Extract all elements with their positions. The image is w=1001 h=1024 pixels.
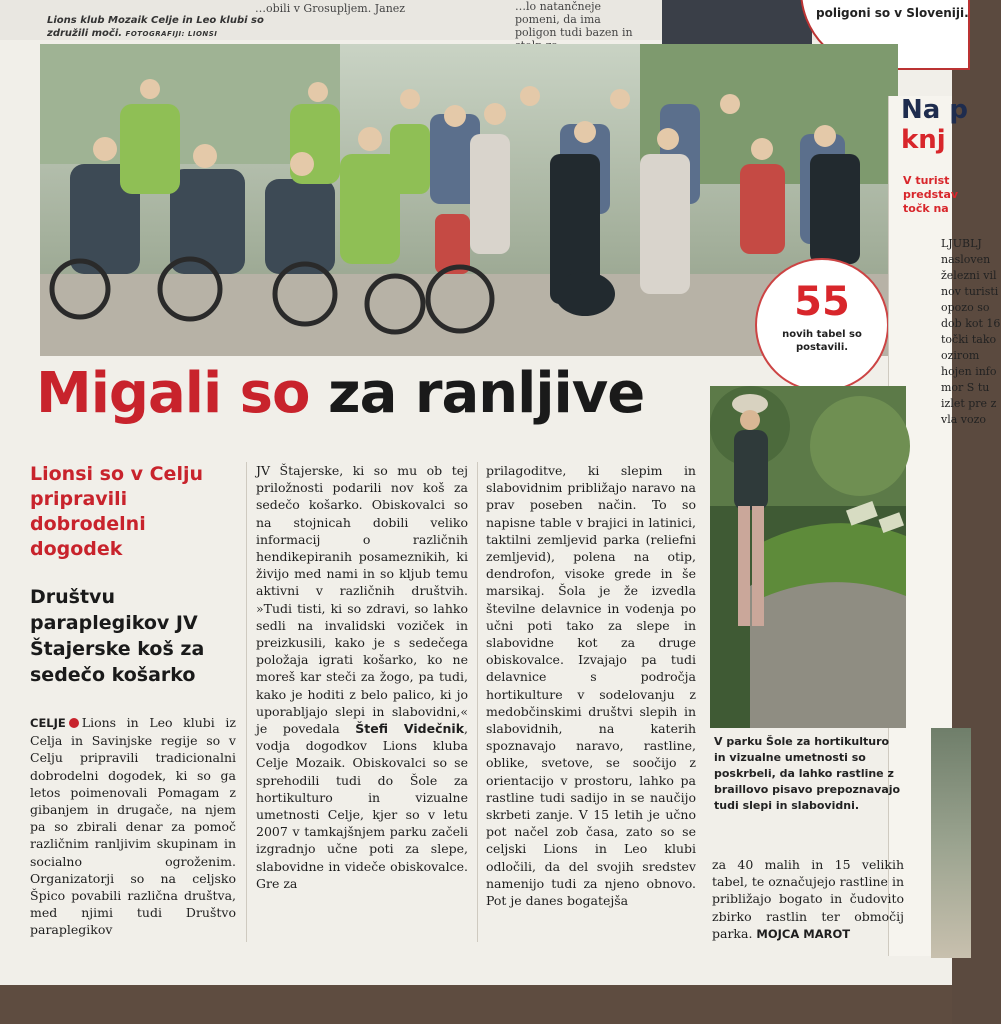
quoted-person-name: Štefi Videčnik [355,721,465,737]
column-2-text-a: JV Štajerske, ki so mu ob tej priložnosti podarili nov koš za sedečo košarko. Obiskovalci so na stojnicah dobili veliko informacij o različnih hendikepiranih posameznikih, ki živijo med nami in so kljub temu aktivni v različnih društvih. »Tudi tisti, ki so zdravi, so lahko sedli na invalidski voziček in preizkusili, kako je s sedečega položaja igrati košarko, ko ne moreš kar steči za žogo, pa tudi, kako je hoditi z belo palico, ki jo uporabljajo slepi in slabovidni,« je povedala [256,463,468,737]
article-headline [36,362,644,426]
stat-badge-number: 55 [794,279,850,325]
adjacent-article-subtitle: V turist predstav točk na [903,174,959,215]
garden-photo [710,386,906,728]
article-subheadline-black: Društvu paraplegikov JV Štajerske koš za sedečo košarko [30,586,205,686]
headline-red-part: Migali so [36,361,310,426]
stat-badge-label: novih tabel so postavili. [782,329,862,353]
previous-badge-text: poligoni so v Sloveniji. [816,6,969,20]
garden-photo-illustration [710,386,906,728]
article-author: MOJCA MAROT [756,926,851,941]
column-2-text-b: , vodja dogodkov Lions kluba Celje Mozaik. Obiskovalci so se sprehodili tudi do Šole za hortikulturo in vizualne umetnosti Celje, kjer so v letu 2007 v tamkajšnjem parku začeli izgradnjo učne poti za slepe, slabovidne in videče obiskovalce. Gre za [256,721,468,891]
previous-article-text-2: …lo natančneje pomeni, da ima poligon tudi bazen in [515,0,633,39]
stat-badge [755,258,889,392]
adjacent-article-photo [931,728,971,958]
adjacent-article-title-2: knj [901,125,946,155]
previous-article-text: …obili v Grosupljem. Janez [255,2,406,15]
article-column-2 [256,462,468,892]
photo-credit: FOTOGRAFIJI: LIONSI [125,30,218,38]
garden-photo-caption: V parku Šole za hortikulturo in vizualne umetnosti so poskrbeli, da lahko rastline z braillovo pisavo prepoznavajo tudi slepi in slabovidni. [714,735,901,812]
article-subheadline-red: Lionsi so v Celju pripravili dobrodelni dogodek [30,463,203,560]
dateline-bullet-icon [69,718,79,728]
article-dateline: CELJE [30,716,66,730]
article-column-3 [486,462,696,909]
column-4-text: za 40 malih in 15 velikih tabel, te označujejo rastline in približajo bogato in čudovito zbirko rastlin ter območij parka. [712,857,904,941]
table-background [0,985,952,1024]
caption-text: Lions klub Mozaik Celje in Leo klubi so združili moči. [47,15,264,39]
article-column-1 [30,714,236,939]
column-1-text: Lions in Leo klubi iz Celja in Savinjske regije so v Celju pripravili tradicionalni dobrodelni dogodek, ki so ga letos poimenovali Pomagam z gibanjem in drugače, na njem pa so zbirali denar za pomoč različnim ranljivim skupinam in socialno ogroženim. Organizatorji so na celjsko Špico povabili različna društva, med njimi tudi Društvo paraplegikov [30,715,236,938]
column-3-text: prilagoditve, ki slepim in slabovidnim približajo naravo na prav poseben način. To so napisne table v brajici in latinici, taktilni zemljevid parka (reliefni zemljevid), polena na otip, dendrofon, visoke grede in še marsikaj. Šola je že izvedla številne delavnice in vodenja po učni poti tako za slepe in slabovidne kot za druge obiskovalce. Izvajajo pa tudi delavnice s področja hortikulture v sodelovanju z medobčinskimi društvi slepih in slabovidnih, na katerih spoznavajo naravo, rastline, oblike, svetove, se soočijo z orientacijo v prostoru, lahko pa rastline tudi sadijo in se naučijo skrbeti zanje. V 15 letih je učno pot načel zob časa, zato so se celjski Lions in Leo klubi odločili, da del svojih sredstev namenijo tudi za njeno obnovo. Pot je danes bogatejša [486,463,696,909]
column-divider [246,462,247,942]
column-divider [477,462,478,942]
adjacent-article-title: Na p [901,95,968,125]
adjacent-article-body: LJUBLJ nasloven železni vil nov turisti opozo so dob kot 16 točki tako ozirom hojen info mor S tu izlet pre z vla vozo [941,237,1001,426]
main-photo-caption [47,14,287,41]
article-column-4 [712,856,904,943]
headline-black-part: za ranljive [328,361,645,426]
